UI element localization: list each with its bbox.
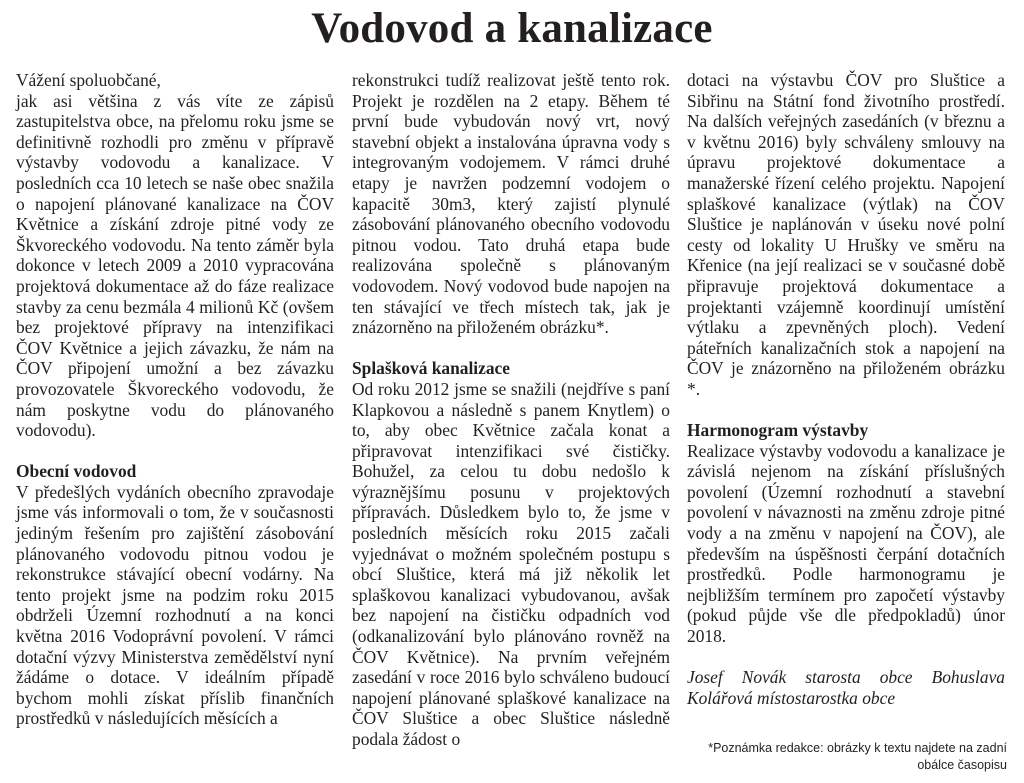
- heading-schedule: Harmonogram výstavby: [687, 420, 869, 441]
- intro-paragraph: jak asi většina z vás víte ze zápisů zastupitelstva obce, na přelomu roku jsme se definitivně rozhodli pro změnu v přípravě výstavby vodovodu a kanalizace. V posledních cca 10 letech se naše obec snažila o napojení plánované kanalizace na ČOV Květnice a získání zdroje pitné vody ze Škvoreckého vodovodu. Na tento záměr byla dokonce v letech 2009 a 2010 vypracována projektová dokumentace až do fáze realizace stavby za cenu bezmála 4 milionů Kč (ovšem bez projektové přípravy na intenzifikaci ČOV Květnice a jejich závazku, že nám na ČOV připojení umožní a bez závazku provozovatele Škvoreckého vodovodu, že nám poskytne vodu do plánovaného vodovodu).: [16, 90, 334, 441]
- water-paragraph-part2: rekonstrukci tudíž realizovat ještě tento rok. Projekt je rozdělen na 2 etapy. Během té první bude vybudován nový vrt, nový stavební objekt a instalována úpravna vody s integrovaným vodojemem. V rámci druhé etapy je navržen podzemní vodojem o kapacitě 30m3, který zajistí plynulé zásobování plánovaného obecního vodovodu pitnou vodou. Tato druhá etapa bude realizována společně s plánovaným vodovodem. Nový vodovod bude napojen na ten stávající ve třech místech tak, jak je znázorněno na přiloženém obrázku*.: [352, 70, 670, 338]
- editor-footnote: *Poznámka redakce: obrázky k textu najdete na zadní obálce časopisu: [708, 741, 1007, 772]
- greeting: Vážení spoluobčané,: [16, 70, 161, 90]
- signature: Josef Novák starosta obce Bohuslava Kolářová místostarostka obce: [687, 667, 1005, 708]
- heading-sewer: Splašková kanalizace: [352, 358, 510, 379]
- column-2: [352, 70, 670, 750]
- column-3: [687, 70, 1005, 708]
- schedule-paragraph: Realizace výstavby vodovodu a kanalizace je závislá nejenom na získání příslušných povolení (Územní rozhodnutí a stavební povolení v návaznosti na změnu zdroje pitné vody a na změnu v napojení na ČOV), ale především na úspěšnosti čerpání dotačních prostředků. Podle harmonogramu je nejbližším termínem pro započetí výstavby (pokud půjde vše dle předpokladů) únor 2018.: [687, 440, 1005, 647]
- column-1: [16, 70, 334, 729]
- article-title: Vodovod a kanalizace: [311, 5, 713, 52]
- sewer-paragraph-part2: dotaci na výstavbu ČOV pro Sluštice a Sibřinu na Státní fond životního prostředí. Na dalších veřejných zasedáních (v březnu a v květnu 2016) byly schváleny smlouvy na úpravu projektové dokumentace a manažerské řízení celého projektu. Napojení splaškové kanalizace (výtlak) na ČOV Sluštice je naplánován v úseku nové polní cesty od lokality U Hrušky ve směru na Křenice (na její realizaci se v současné době připravuje projektová dokumentace a projektanti vzájemně koordinují umístění výtlaku a zpevněných ploch). Vedení páteřních kanalizačních stok a napojení na ČOV je znázorněno na přiloženém obrázku *.: [687, 70, 1005, 399]
- heading-water: Obecní vodovod: [16, 461, 137, 482]
- sewer-paragraph-part1: Od roku 2012 jsme se snažili (nejdříve s paní Klapkovou a následně s panem Knytlem) o to, aby obec Květnice začala konat a připravovat intenzifikaci své čističky. Bohužel, za celou tu dobu nedošlo k výraznějšímu posunu v projektových přípravách. Důsledkem bylo to, že jsme v posledních měsících roku 2015 začali vyjednávat o možném společném postupu s obcí Sluštice, která má již několik let splaškovou kanalizaci vybudovanou, avšak bez napojení na čističku odpadních vod (odkanalizování bylo plánováno rovněž na ČOV Květnice). Na prvním veřejném zasedání v roce 2016 bylo schváleno budoucí napojení plánované splaškové kanalizace na ČOV Sluštice a obec Sluštice následně podala žádost o: [352, 378, 670, 749]
- water-paragraph-part1: V předešlých vydáních obecního zpravodaje jsme vás informovali o tom, že v současnosti jediným řešením pro zajištění zásobování plánovaného vodovodu pitnou vodou je rekonstrukce stávající obecní vodárny. Na tento projekt jsme na podzim roku 2015 obdrželi Územní rozhodnutí a na konci května 2016 Vodoprávní povolení. V rámci dotační výzvy Ministerstva zemědělství nyní žádáme o dotace. V ideálním případě bychom mohli získat příslib finančních prostředků v následujících měsících a: [16, 481, 334, 729]
